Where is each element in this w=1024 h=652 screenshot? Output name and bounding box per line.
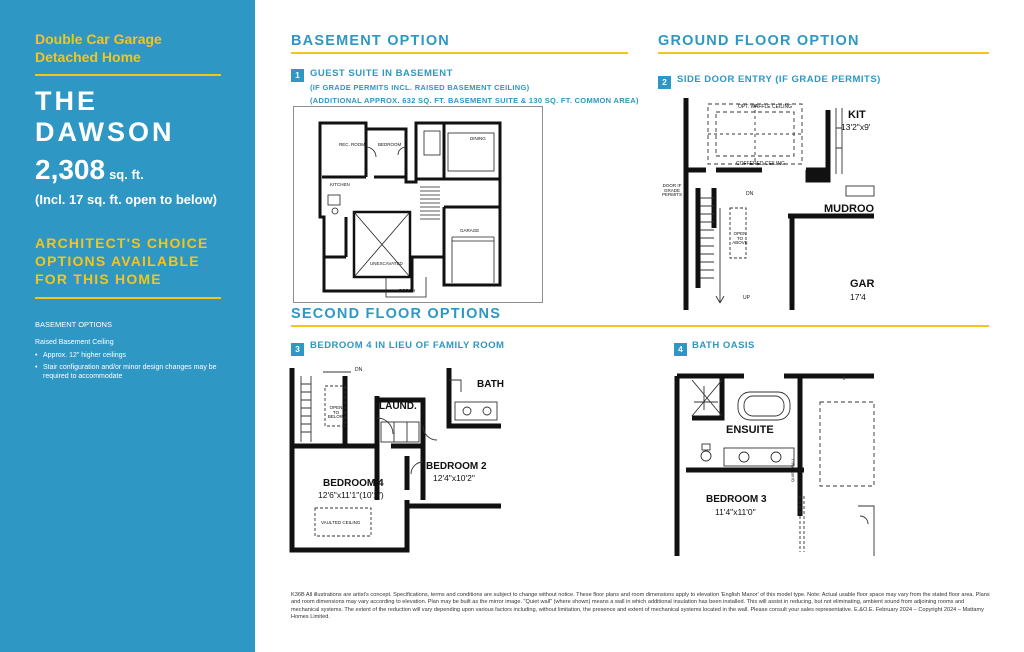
kitchen-label: KITCHEN — [330, 182, 350, 187]
vaulted-ceiling-label: VAULTED CEILING — [321, 520, 361, 525]
option-title: BATH OASIS — [692, 340, 755, 351]
down-label: DN — [746, 191, 754, 197]
option-title: SIDE DOOR ENTRY (IF GRADE PERMITS) — [677, 74, 881, 85]
section-rule — [658, 52, 989, 54]
mudroom-label: MUDROO — [824, 203, 875, 215]
bedroom-2-dimensions: 12'4"x10'2" — [433, 473, 475, 483]
bedroom-4-plan — [289, 366, 505, 554]
square-footage — [35, 154, 144, 186]
open-to-below-label: OPEN TO BELOW — [327, 405, 345, 420]
bedroom-3-label: BEDROOM 3 — [706, 494, 767, 505]
sidebar-panel — [0, 0, 255, 652]
home-type-line-2: Detached Home — [35, 49, 141, 65]
architects-line-1: ARCHITECT'S CHOICE — [35, 235, 209, 251]
rec-room-label: REC. ROOM — [339, 142, 366, 147]
section-rule — [291, 325, 989, 327]
quiet-wall-label: QUIET WALL — [790, 457, 795, 482]
list-item: • Approx. 12" higher ceilings — [35, 351, 230, 360]
bath-label: BATH — [477, 379, 505, 390]
side-door-entry-plan — [658, 98, 874, 310]
bedroom-4-label: BEDROOM 4 — [323, 478, 384, 489]
laundry-label: LAUND. — [379, 401, 417, 412]
model-name — [35, 86, 175, 148]
option-number-badge: 4 — [674, 343, 687, 356]
sqft-value: 2,308 — [35, 154, 106, 185]
open-to-above-label: OPEN TO ABOVE — [732, 231, 748, 246]
option-note: (ADDITIONAL APPROX. 632 SQ. FT. BASEMENT SUITE & 130 SQ. FT. COMMON AREA) — [310, 96, 639, 105]
kitchen-label: KIT — [848, 109, 866, 121]
basement-options-subheading: Raised Basement Ceiling — [35, 339, 114, 346]
basement-options-list — [35, 351, 230, 384]
coffered-ceiling-label: COFFERED CEILING — [736, 161, 785, 167]
architects-line-3: FOR THIS HOME — [35, 271, 162, 287]
model-name-line-1: THE — [35, 86, 98, 116]
door-note: DOOR IF GRADE PERMITS — [661, 183, 682, 198]
up-label: UP — [743, 295, 750, 301]
open-to-below-note: (Incl. 17 sq. ft. open to below) — [35, 192, 218, 207]
divider — [35, 74, 221, 76]
option-number-badge: 1 — [291, 69, 304, 82]
option-number-badge: 2 — [658, 76, 671, 89]
list-item: • Stair configuration and/or minor design changes may be required to accommodate — [35, 363, 230, 381]
option-title: BEDROOM 4 IN LIEU OF FAMILY ROOM — [310, 340, 505, 351]
down-label: DN — [355, 367, 363, 373]
garage-label: GAR — [850, 278, 875, 290]
kitchen-dimensions: 13'2"x9' — [841, 122, 871, 132]
home-type-line-1: Double Car Garage — [35, 31, 162, 47]
sqft-unit: sq. ft. — [109, 167, 144, 182]
bedroom-label: BEDROOM — [378, 142, 402, 147]
floor-plan-drawing — [674, 366, 874, 556]
option-note: (IF GRADE PERMITS INCL. RAISED BASEMENT CEILING) — [310, 83, 530, 92]
option-title: GUEST SUITE IN BASEMENT — [310, 68, 453, 79]
home-type — [35, 30, 225, 66]
floor-plan-drawing — [289, 366, 501, 554]
bedroom-3-dimensions: 11'4"x11'0" — [715, 507, 756, 517]
bedroom-2-label: BEDROOM 2 — [426, 461, 487, 472]
section-rule — [291, 52, 628, 54]
unexcavated-label: UNEXCAVATED — [370, 261, 403, 266]
basement-guest-suite-plan — [293, 106, 543, 303]
garage-label: GARAGE — [460, 228, 480, 233]
model-name-line-2: DAWSON — [35, 117, 175, 147]
basement-options-heading: BASEMENT OPTIONS — [35, 320, 112, 329]
ensuite-label: ENSUITE — [726, 424, 774, 436]
architects-choice-heading — [35, 234, 235, 288]
bedroom-4-dimensions: 12'6"x11'1"(10'1") — [318, 490, 384, 500]
waffle-ceiling-label: OPT. WAFFLE CEILING — [738, 104, 792, 110]
ground-floor-option-heading: GROUND FLOOR OPTION — [658, 33, 860, 49]
divider — [35, 297, 221, 299]
floor-plan-drawing — [294, 107, 544, 304]
porch-label: PORCH — [399, 288, 416, 293]
garage-dimensions: 17'4 — [850, 292, 866, 302]
bath-oasis-plan — [674, 366, 874, 556]
basement-option-heading: BASEMENT OPTION — [291, 33, 450, 49]
dining-label: DINING — [470, 136, 486, 141]
architects-line-2: OPTIONS AVAILABLE — [35, 253, 200, 269]
second-floor-options-heading: SECOND FLOOR OPTIONS — [291, 306, 502, 322]
legal-disclaimer: K36B All illustrations are artist's concept. Specifications, terms and conditions are subject to change without notice. These floor plans and room dimensions apply to elevation 'English Manor' of this model type. Note: Actual usable floor space may vary from the stated floor area. Plans and room dimensions may vary according to elevation. Plan may be built as the mirror image. "Quiet wall" (where shown) means a wall in which additional insulation has been installed. This will assist in reducing, but not eliminating, ambient sound from adjoining rooms and mechanical systems. The extent of the reduction will vary depending upon various factors including, without limitation, the presence and extent of mechanical systems located in the wall. Please consult your sales representative. E.&O.E. February 2024 – Copyright 2024 – Mattamy Homes Limited. — [291, 592, 990, 621]
option-number-badge: 3 — [291, 343, 304, 356]
